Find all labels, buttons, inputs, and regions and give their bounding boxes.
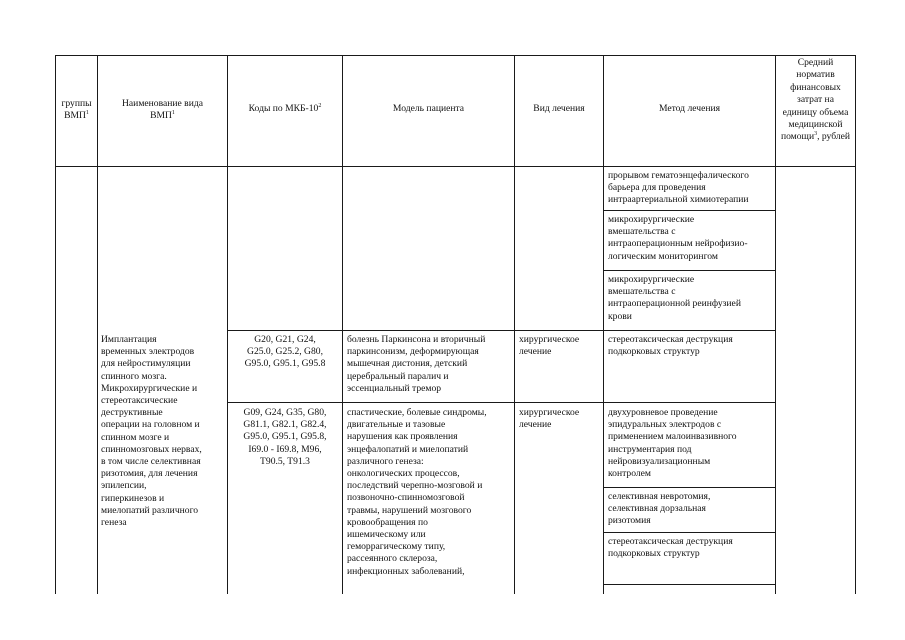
header-method: Метод лечения xyxy=(658,103,721,114)
rule-method-2 xyxy=(603,270,775,271)
rule-right xyxy=(855,55,856,594)
row-1-codes: G20, G21, G24, G25.0, G25.2, G80, G95.0, G95.1, G95.8 xyxy=(244,334,326,370)
row-2-method-1: двухуровневое проведение эпидуральных электродов с применением малоинвазивного инструментария под нейровизуализационным контролем xyxy=(608,407,737,480)
row-2-model: спастические, болевые синдромы, двигательные и тазовые нарушения как проявления энцефалопатий и миелопатий различного генеза: онкологических процессов, последствий черепно-мозговой и позвоночно-спинномозговой травмы, нарушений мозгового кровообращения по ишемическому или геморрагическому типу, рассеянного склероза, инфекционных заболеваний, xyxy=(347,407,487,577)
rule-left xyxy=(55,55,56,594)
rule-col-5 xyxy=(603,55,604,594)
row-2-codes: G09, G24, G35, G80, G81.1, G82.1, G82.4, G95.0, G95.1, G95.8, I69.0 - I69.8, M96, T90.5, T91.3 xyxy=(243,407,327,467)
row-1-treatment: хирургическое лечение xyxy=(519,334,580,358)
rule-row-2 xyxy=(227,402,775,403)
rule-method-1 xyxy=(603,210,775,211)
rule-col-4 xyxy=(514,55,515,594)
header-treatment: Вид лечения xyxy=(533,103,585,114)
header-name: Наименование вида ВМП$^1$ xyxy=(122,98,203,122)
rule-row-1 xyxy=(227,330,775,331)
row-1-method-1: стереотаксическая деструкция подкорковых структур xyxy=(608,334,733,358)
header-codes: Коды по МКБ-$10^2$ xyxy=(248,102,322,114)
method-cell-continued-2: микрохирургические вмешательства с интраоперационным нейрофизио- логическим мониторингом xyxy=(608,214,748,262)
rule-col-2 xyxy=(227,55,228,594)
row-2-treatment: хирургическое лечение xyxy=(519,407,580,431)
rule-header-bottom xyxy=(55,166,856,167)
method-cell-continued-3: микрохирургические вмешательства с интраоперационной реинфузией крови xyxy=(608,274,741,322)
method-cell-continued-1: прорывом гематоэнцефалического барьера для проведения интраартериальной химиотерапии xyxy=(608,170,749,206)
rule-method-4 xyxy=(603,532,775,533)
header-group: группы ВМП$^1$ xyxy=(61,98,92,122)
rule-method-5 xyxy=(603,584,775,585)
rule-method-3 xyxy=(603,487,775,488)
rule-col-1 xyxy=(97,55,98,594)
group-name-cell: Имплантация временных электродов для нейростимуляции спинного мозга. Микрохирургические и стереотаксические деструктивные операции на головном и спинном мозге и спинномозговых нервах, в том числе селективная ризотомия, для лечения эпилепсии, гиперкинезов и миелопатий различного генеза xyxy=(101,334,202,529)
row-2-method-2: селективная невротомия, селективная дорзальная ризотомия xyxy=(608,491,711,527)
rule-col-3 xyxy=(342,55,343,594)
row-1-model: болезнь Паркинсона и вторичный паркинсонизм, деформирующая мышечная дистония, детский церебральный паралич и эссенциальный тремор xyxy=(347,334,486,394)
row-2-method-3: стереотаксическая деструкция подкорковых структур xyxy=(608,536,733,560)
rule-top xyxy=(55,55,856,56)
header-model: Модель пациента xyxy=(392,103,465,114)
header-norm: Средний норматив финансовых затрат на единицу объема медицинской помощи$^3$, рублей xyxy=(780,57,851,143)
